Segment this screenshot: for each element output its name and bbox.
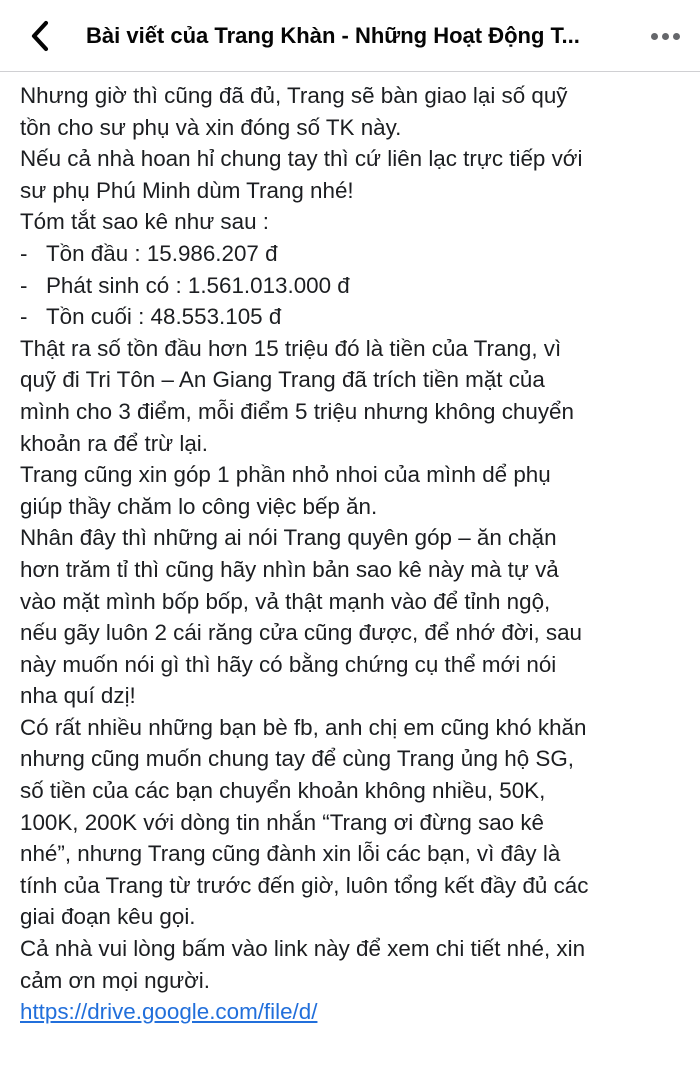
post-text-line: nhưng cũng muốn chung tay để cùng Trang ủng hộ SG, [20, 746, 574, 772]
bullet-dash: - [20, 272, 28, 298]
post-text-line: giúp thầy chăm lo công việc bếp ăn. [20, 493, 378, 519]
top-bar [0, 0, 700, 72]
bullet-dash: - [20, 240, 28, 266]
post-text-line: vào mặt mình bốp bốp, vả thật mạnh vào để tỉnh ngộ, [20, 588, 551, 614]
summary-credits: Phát sinh có : 1.561.013.000 đ [46, 272, 350, 298]
more-horizontal-icon [651, 33, 658, 40]
post-text-line: khoản ra để trừ lại. [20, 430, 208, 456]
post-text-line: sư phụ Phú Minh dùm Trang nhé! [20, 177, 354, 203]
bullet-dash: - [20, 304, 28, 330]
post-text-line: tính của Trang từ trước đến giờ, luôn tổng kết đầy đủ các [20, 872, 589, 898]
post-text-line: nếu gãy luôn 2 cái răng cửa cũng được, để nhớ đời, sau [20, 620, 582, 646]
post-text-line: nhé”, nhưng Trang cũng đành xin lỗi các bạn, vì đây là [20, 841, 561, 867]
post-text-line: số tiền của các bạn chuyển khoản không nhiều, 50K, [20, 778, 546, 804]
post-text-line: tồn cho sư phụ và xin đóng số TK này. [20, 114, 402, 140]
post-text-line: 100K, 200K với dòng tin nhắn “Trang ơi đừng sao kê [20, 809, 545, 835]
post-text-line: quỹ đi Tri Tôn – An Giang Trang đã trích tiền mặt của [20, 367, 545, 393]
post-text-line: Có rất nhiều những bạn bè fb, anh chị em cũng khó khăn [20, 714, 587, 740]
post-text-line: hơn trăm tỉ thì cũng hãy nhìn bản sao kê này mà tự vả [20, 556, 559, 582]
post-body [20, 80, 690, 1028]
summary-closing-balance: Tồn cuối : 48.553.105 đ [46, 304, 282, 330]
post-text-line: này muốn nói gì thì hãy có bằng chứng cụ thể mới nói [20, 651, 557, 677]
post-text-line: Trang cũng xin góp 1 phần nhỏ nhoi của mình dể phụ [20, 462, 551, 488]
summary-item [20, 301, 690, 333]
post-text-line: cảm ơn mọi người. [20, 967, 210, 993]
post-text-line: Cả nhà vui lòng bấm vào link này để xem chi tiết nhé, xin [20, 936, 586, 962]
post-text-line: nha quí dzị! [20, 683, 136, 709]
more-options-button[interactable] [644, 22, 686, 50]
post-text-line: Nếu cả nhà hoan hỉ chung tay thì cứ liên lạc trực tiếp với [20, 146, 583, 172]
drive-link[interactable]: https://drive.google.com/file/d/ [20, 999, 318, 1025]
summary-item [20, 238, 690, 270]
post-text-line: Nhân đây thì những ai nói Trang quyên góp – ăn chặn [20, 525, 557, 551]
page-title: Bài viết của Trang Khàn - Những Hoạt Động T... [86, 23, 580, 48]
back-button[interactable] [20, 16, 60, 56]
summary-item [20, 270, 690, 302]
chevron-left-icon [29, 19, 51, 53]
post-text-line: Nhưng giờ thì cũng đã đủ, Trang sẽ bàn giao lại số quỹ [20, 83, 568, 108]
post-text-line: Thật ra số tồn đầu hơn 15 triệu đó là tiền của Trang, vì [20, 335, 562, 361]
post-text-line: giai đoạn kêu gọi. [20, 904, 196, 930]
summary-opening-balance: Tồn đầu : 15.986.207 đ [46, 240, 278, 266]
post-text-line: Tóm tắt sao kê như sau : [20, 209, 269, 235]
post-text-line: mình cho 3 điểm, mỗi điểm 5 triệu nhưng không chuyển [20, 398, 574, 424]
